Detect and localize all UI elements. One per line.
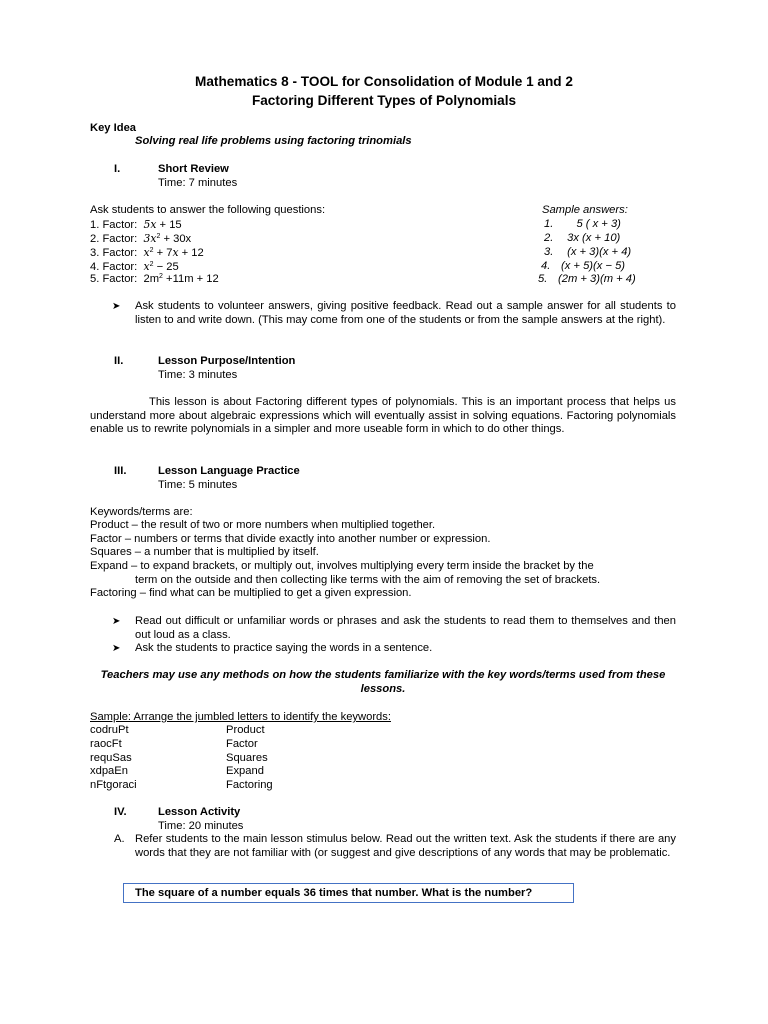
definition-factor: Factor – numbers or terms that divide exactly into another number or expression.: [90, 533, 491, 545]
keyword-answer: Expand: [226, 765, 264, 777]
question-4: 4. Factor: $x^2 - 25$: [90, 260, 179, 273]
section3-bullet-1: Read out difficult or unfamiliar words or phrases and ask the students to read them to themselves and then out loud as a class.: [135, 615, 676, 641]
definition-factoring: Factoring – find what can be multiplied to get a given expression.: [90, 587, 412, 599]
section4-numeral: IV.: [114, 806, 127, 818]
definition-squares: Squares – a number that is multiplied by itself.: [90, 546, 319, 558]
definition-product: Product – the result of two or more numbers when multiplied together.: [90, 519, 436, 531]
section4-heading: Lesson Activity: [158, 806, 241, 818]
page-title-line2: Factoring Different Types of Polynomials: [251, 93, 517, 108]
keyword-answer: Factoring: [226, 779, 273, 791]
section1-numeral: I.: [114, 163, 121, 175]
arrowhead-bullet-icon: ➤: [112, 643, 121, 654]
key-idea-label: Key Idea: [90, 122, 137, 134]
question-2: 2. Factor: $3x^2 + 30x$: [90, 232, 192, 245]
question-3-expr: $x^2 + 7x + 12$: [143, 246, 204, 259]
question-1-expr: 5x + 15: [143, 218, 182, 231]
definition-expand-cont: term on the outside and then collecting like terms with the aim of removing the set of brackets.: [135, 574, 601, 586]
section1-heading: Short Review: [158, 163, 229, 175]
section2-numeral: II.: [114, 355, 124, 367]
section4-item-text: Refer students to the main lesson stimulus below. Read out the written text. Ask the students if there are any words that they are not familiar with (or suggest and give descriptions of any words that may be problematic.: [135, 833, 676, 859]
lesson-stimulus-box: The square of a number equals 36 times that number. What is the number?: [123, 883, 574, 903]
question-1: 1. Factor: 5x + 15: [90, 218, 182, 231]
arrowhead-bullet-icon: ➤: [112, 301, 121, 312]
question-4-expr: $x^2 - 25$: [143, 260, 179, 273]
key-idea-text: Solving real life problems using factoring trinomials: [135, 135, 412, 147]
keyword-answer: Product: [226, 724, 265, 736]
sample-label: Sample: Arrange the jumbled letters to identify the keywords:: [90, 711, 391, 723]
jumbled-word: requSas: [90, 752, 132, 764]
keyword-answer: Factor: [226, 738, 258, 750]
section2-paragraph: This lesson is about Factoring different types of polynomials. This is an important process that helps us understand more about algebraic expressions which will eventually assist in solving equations. Factoring polynomials enable us to rewrite polynomials in a simpler and more useable form in which to do other things.: [90, 396, 676, 436]
section2-time: Time: 3 minutes: [158, 369, 238, 381]
page-title-line1: Mathematics 8 - TOOL for Consolidation of Module 1 and 2: [195, 74, 573, 89]
question-5: 5. Factor: $2m^2 +11m + 12$: [90, 273, 219, 285]
question-3: 3. Factor: $x^2 + 7x + 12$: [90, 246, 204, 259]
section3-numeral: III.: [114, 465, 127, 477]
question-5-expr: $2m^2 +11m + 12$: [143, 273, 219, 285]
keyword-answer: Squares: [226, 752, 268, 764]
jumbled-word: nFtgoraci: [90, 779, 137, 791]
jumbled-word: codruPt: [90, 724, 129, 736]
answer-3: 3. (x + 3)(x + 4): [544, 246, 632, 258]
answer-5: 5. (2m + 3)(m + 4): [538, 273, 636, 285]
answer-4: 4. (x + 5)(x − 5): [541, 260, 626, 272]
jumbled-word: xdpaEn: [90, 765, 128, 777]
section1-bullet-text: Ask students to volunteer answers, giving positive feedback. Read out a sample answer for all students to listen to and write down. (This may come from one of the students or from the sample answers at the right).: [135, 300, 676, 326]
jumbled-word: raocFt: [90, 738, 122, 750]
section4-time: Time: 20 minutes: [158, 820, 244, 832]
section2-heading: Lesson Purpose/Intention: [158, 355, 296, 367]
section3-heading: Lesson Language Practice: [158, 465, 300, 477]
sample-answers-label: Sample answers:: [542, 204, 628, 216]
teacher-note: Teachers may use any methods on how the students familiarize with the key words/terms used from these lessons.: [100, 669, 666, 695]
section3-bullet-2: Ask the students to practice saying the words in a sentence.: [135, 642, 433, 654]
answer-1: 1. 5 ( x + 3): [544, 218, 621, 230]
arrowhead-bullet-icon: ➤: [112, 616, 121, 627]
section1-time: Time: 7 minutes: [158, 177, 238, 189]
section4-item-letter: A.: [114, 833, 125, 845]
keywords-label: Keywords/terms are:: [90, 506, 193, 518]
question-2-expr: $3x^2 + 30x$: [143, 232, 192, 245]
section1-intro: Ask students to answer the following questions:: [90, 204, 326, 216]
answer-2: 2. 3x (x + 10): [544, 232, 621, 244]
definition-expand: Expand – to expand brackets, or multiply out, involves multiplying every term inside the bracket by the: [90, 560, 594, 572]
section3-time: Time: 5 minutes: [158, 479, 238, 491]
